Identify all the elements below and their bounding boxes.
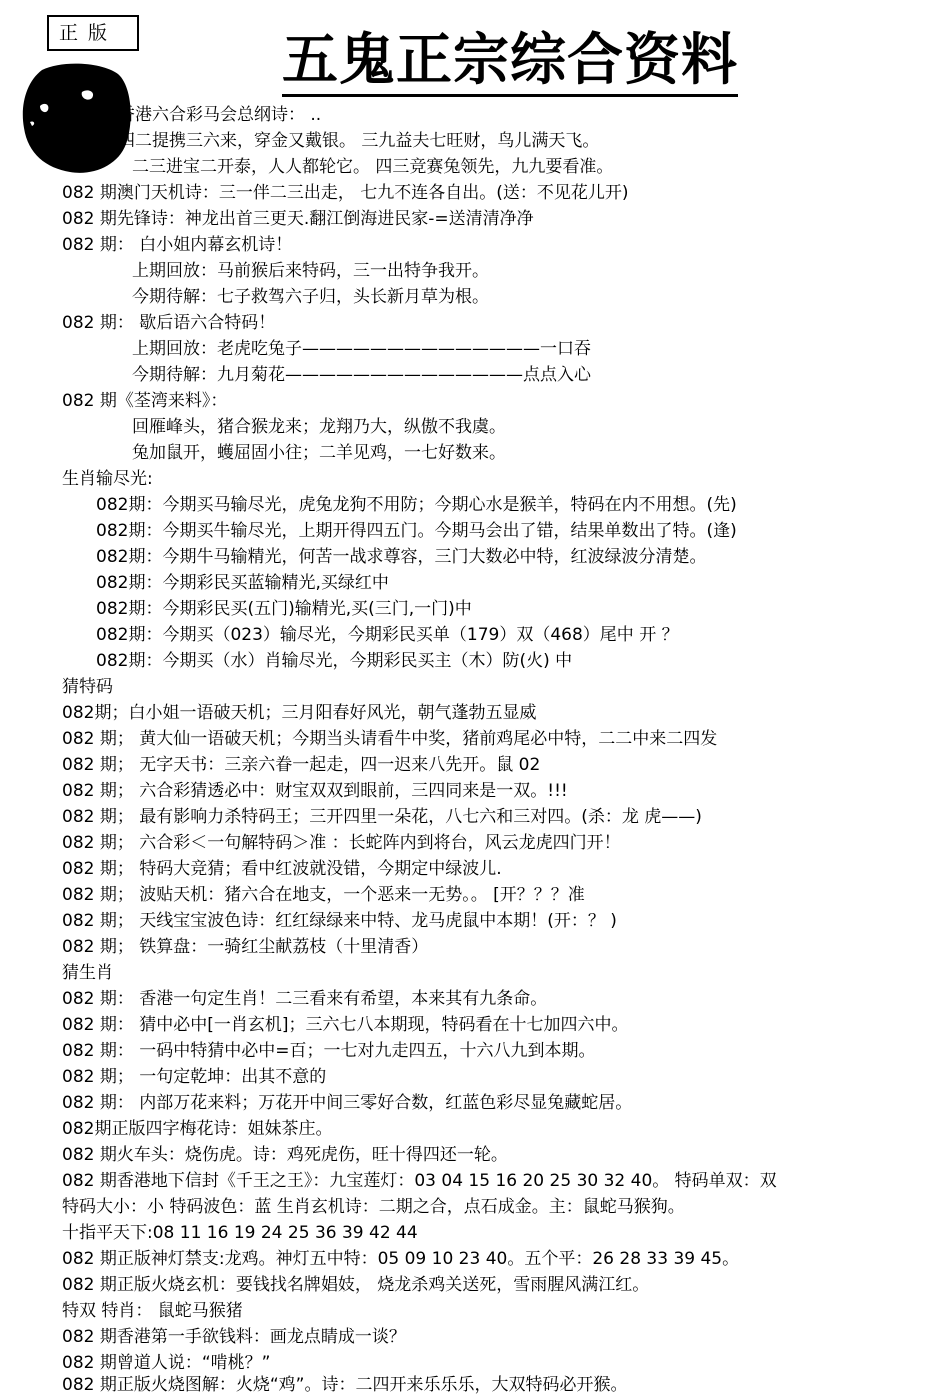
text-line: 082期：今期买牛输尽光，上期开得四五门。今期马会出了错，结果单数出了特。(逢) <box>96 521 737 541</box>
text-line: 082 期澳门天机诗：三一伴二三出走， 七九不连各自出。(送：不见花儿开) <box>62 183 629 203</box>
text-line: 082 期《荃湾来料》： <box>62 391 228 411</box>
text-line: 二三进宝二开泰，人人都轮它。 四三竞赛兔领先，九九要看准。 <box>132 157 614 177</box>
text-line: 082 期； 天线宝宝波色诗：红红绿绿来中特、龙马虎鼠中本期！(开：？ ) <box>62 911 617 931</box>
text-line: 082期正版四字梅花诗：姐妹茶庄。 <box>62 1119 333 1139</box>
text-line: 082 期香港地下信封《千王之王》：九宝莲灯：03 04 15 16 20 25 30 32 40。 特码单双：双 <box>62 1171 777 1191</box>
text-line: 082期：今期彩民买(五门)输精光,买(三门,一门)中 <box>96 599 472 619</box>
text-line: 082 期： 歇后语六合特码！ <box>62 313 276 333</box>
text-line: 082 期火车头：烧伤虎。诗：鸡死虎伤，旺十得四还一轮。 <box>62 1145 508 1165</box>
text-line: 082 期曾道人说：“啃桃？” <box>62 1353 271 1373</box>
text-line: 082 期； 黄大仙一语破天机；今期当头请看牛中奖，猪前鸡尾必中特，二二中来二四发 <box>62 729 718 749</box>
text-line: 082期；白小姐一语破天机；三月阳春好风光，朝气蓬勃五显威 <box>62 703 537 723</box>
text-line: 特码大小：小 特码波色：蓝 生肖玄机诗：二期之合，点石成金。主：鼠蛇马猴狗。 <box>62 1197 685 1217</box>
text-line: 十指平天下:08 11 16 19 24 25 36 39 42 44 <box>62 1223 418 1243</box>
text-line: 082 期； 六合彩猜透必中：财宝双双到眼前，三四同来是一双。!!! <box>62 781 568 801</box>
text-line: 猜生肖 <box>62 963 113 983</box>
text-line: 回雁峰头，猪合猴龙来；龙翔乃大，纵傲不我虞。 <box>132 417 506 437</box>
text-line: 082期：今期牛马输精光，何苦一战求尊容，三门大数必中特，红波绿波分清楚。 <box>96 547 707 567</box>
text-line: 082期：今期彩民买蓝输精光,买绿红中 <box>96 573 389 593</box>
text-line: 082 期； 波贴天机：猪六合在地支，一个恶来一无势。。 [开？？？准 <box>62 885 585 905</box>
text-line: 兔加鼠开，蠖屈固小往；二羊见鸡，一七好数来。 <box>132 443 506 463</box>
text-line: 四二提携三六来，穿金又戴银。 三九益夫七旺财，鸟儿满天飞。 <box>118 131 600 151</box>
text-line: 082 期； 铁算盘：一骑红尘献荔枝（十里清香） <box>62 937 429 957</box>
text-line: 082 期； 一句定乾坤：出其不意的 <box>62 1067 327 1087</box>
edition-badge: 正 版 <box>47 15 139 51</box>
ghost-logo-icon <box>22 62 132 174</box>
text-line: 082 期香港第一手欲钱料：画龙点睛成一谈？ <box>62 1327 406 1347</box>
text-line: 082 期正版火烧图解：火烧“鸡”。诗：二四开来乐乐乐，大双特码必开猴。 <box>62 1375 628 1395</box>
text-line: 香港六合彩马会总纲诗： .. <box>118 105 322 125</box>
text-line: 特双 特肖： 鼠蛇马猴猪 <box>62 1301 243 1321</box>
text-line: 082 期： 白小姐内幕玄机诗！ <box>62 235 293 255</box>
text-line: 猜特码 <box>62 677 113 697</box>
text-line: 082 期正版神灯禁支:龙鸡。神灯五中特：05 09 10 23 40。五个平：26 28 33 39 45。 <box>62 1249 740 1269</box>
text-line: 082 期： 一码中特猜中必中=百；一七对九走四五，十六八九到本期。 <box>62 1041 596 1061</box>
text-line: 082 期正版火烧玄机：要钱找名牌娼妓， 烧龙杀鸡关送死，雪雨腥风满江红。 <box>62 1275 650 1295</box>
text-line: 今期待解：七子救驾六子归，头长新月草为根。 <box>132 287 489 307</box>
text-line: 生肖输尽光: <box>62 469 153 489</box>
text-line: 082期：今期买马输尽光，虎兔龙狗不用防；今期心水是猴羊，特码在内不用想。(先) <box>96 495 737 515</box>
text-line: 082 期； 特码大竞猜；看中红波就没错，今期定中绿波儿. <box>62 859 502 879</box>
text-line: 082 期先锋诗：神龙出首三更天.翻江倒海进民家-=送清清净净 <box>62 209 534 229</box>
text-line: 082 期； 无字天书：三亲六眷一起走，四一迟来八先开。鼠 02 <box>62 755 541 775</box>
page-title: 五鬼正宗综合资料 <box>282 28 738 97</box>
text-line: 082 期； 最有影响力杀特码王；三开四里一朵花，八七六和三对四。(杀：龙 虎——) <box>62 807 702 827</box>
text-line: 082期：今期买（023）输尽光，今期彩民买单（179）双（468）尾中 开 ？ <box>96 625 679 645</box>
text-line: 上期回放：老虎吃兔子——————————————一口吞 <box>132 339 591 359</box>
text-line: 082 期； 六合彩＜一句解特码＞准 ：长蛇阵内到将台，风云龙虎四门开！ <box>62 833 621 853</box>
text-line: 082 期： 香港一句定生肖！二三看来有希望，本来其有九条命。 <box>62 989 548 1009</box>
text-line: 今期待解：九月菊花——————————————点点入心 <box>132 365 591 385</box>
text-line: 082 期： 猜中必中[一肖玄机]；三六七八本期现，特码看在十七加四六中。 <box>62 1015 629 1035</box>
text-line: 082 期： 内部万花来料；万花开中间三零好合数，红蓝色彩尽显兔藏蛇居。 <box>62 1093 633 1113</box>
text-line: 082期：今期买（水）肖输尽光，今期彩民买主（木）防(火) 中 <box>96 651 573 671</box>
text-line: 上期回放：马前猴后来特码，三一出特争我开。 <box>132 261 489 281</box>
